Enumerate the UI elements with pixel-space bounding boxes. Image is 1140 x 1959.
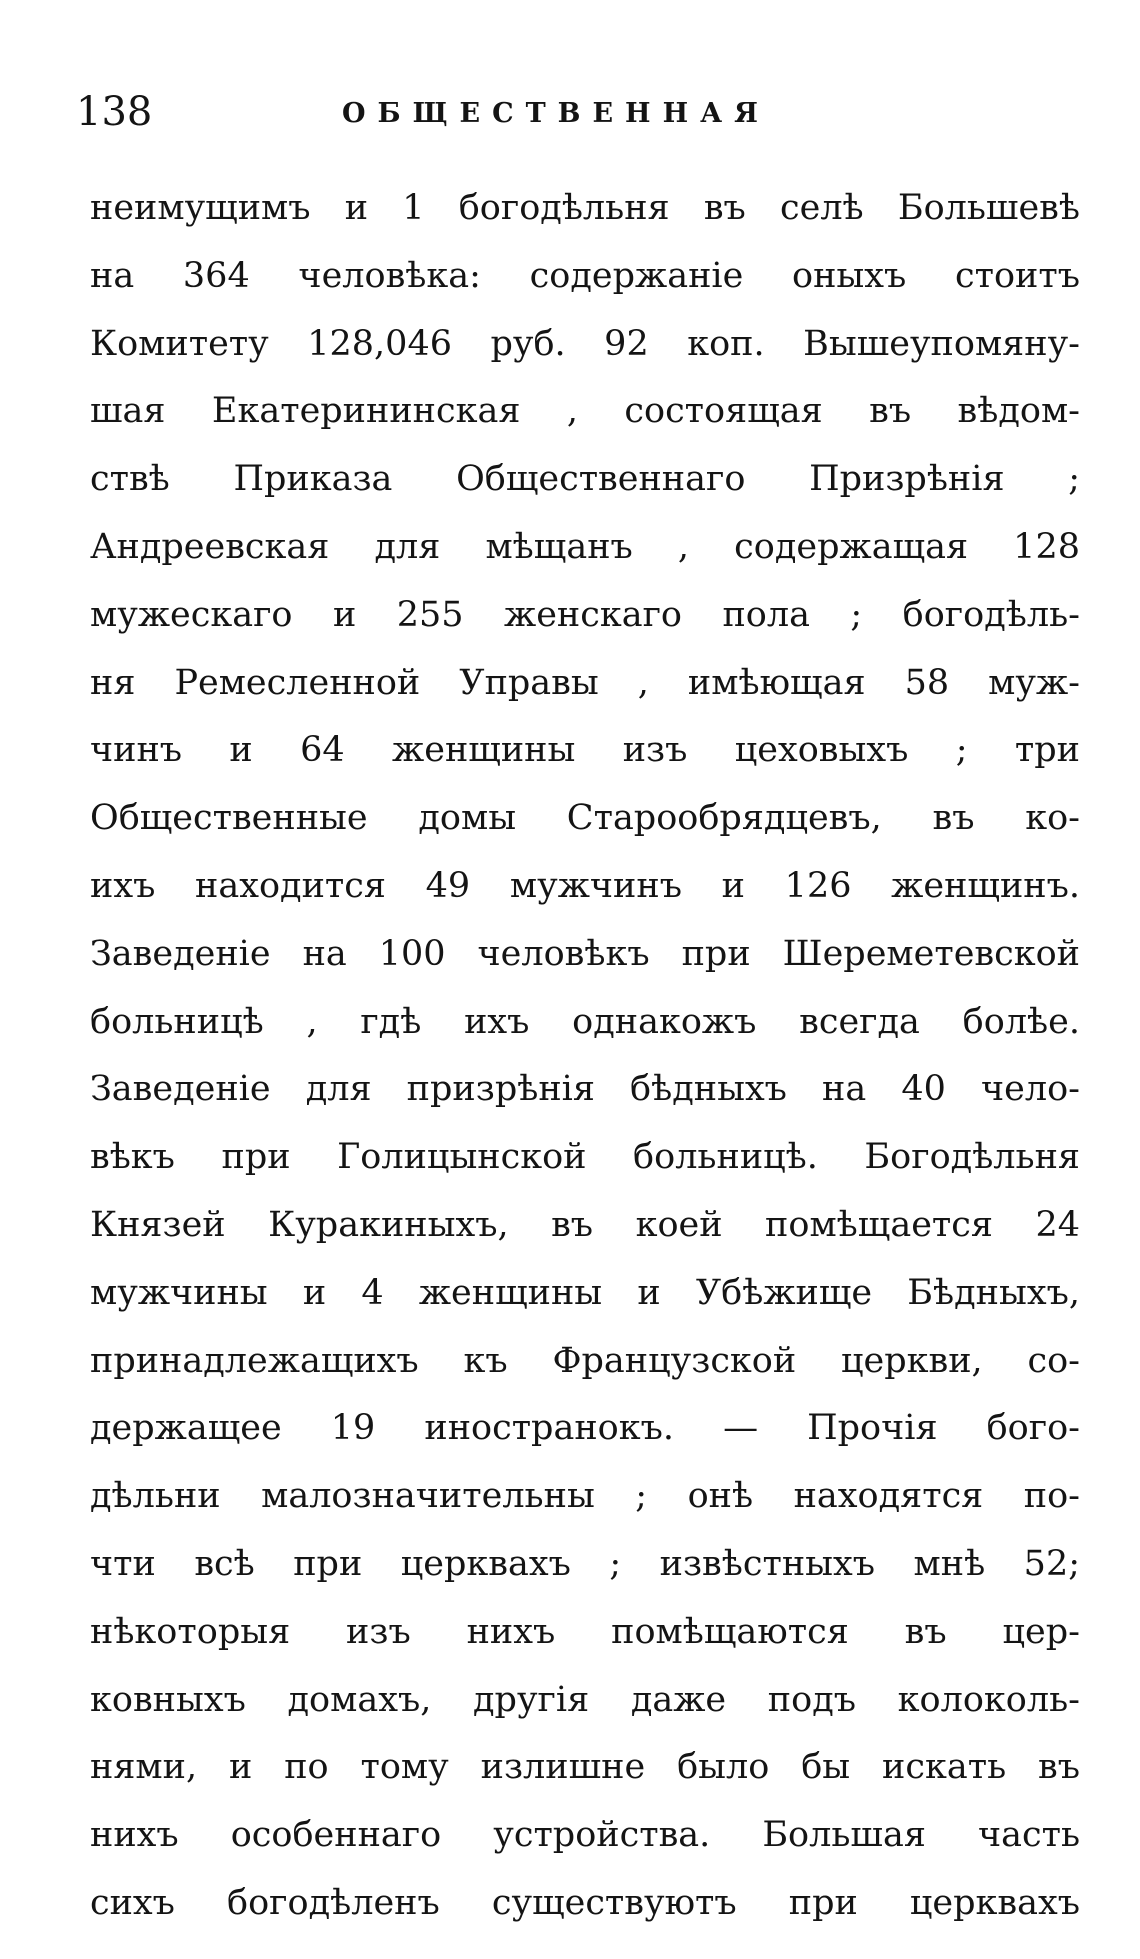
text-line: ковныхъ домахъ, другія даже подъ колоколь- — [90, 1679, 1080, 1720]
text-line: Заведеніе для призрѣнія бѣдныхъ на 40 чело- — [90, 1069, 1080, 1110]
text-line: мужчины и 4 женщины и Убѣжище Бѣдныхъ, — [90, 1272, 1080, 1313]
text-line: вѣкъ при Голицынской больницѣ. Богодѣльня — [90, 1137, 1080, 1178]
text-line: Общественные домы Старообрядцевъ, въ ко- — [90, 798, 1080, 839]
text-line: Заведеніе на 100 человѣкъ при Шереметевской — [90, 933, 1080, 974]
text-line: нѣкоторыя изъ нихъ помѣщаются въ цер- — [90, 1611, 1080, 1652]
text-line: нихъ особеннаго устройства. Большая часть — [90, 1815, 1080, 1856]
text-line: ихъ находится 49 мужчинъ и 126 женщинъ. — [90, 865, 1080, 906]
text-line: ствѣ Приказа Общественнаго Призрѣнія ; — [90, 459, 1080, 500]
text-line: ня Ремесленной Управы , имѣющая 58 муж- — [90, 662, 1080, 703]
body-text — [90, 175, 1080, 1938]
text-line: дѣльни малозначительны ; онѣ находятся по- — [90, 1476, 1080, 1517]
text-line: нями, и по тому излишне было бы искать въ — [90, 1747, 1080, 1788]
text-line: Князей Куракиныхъ, въ коей помѣщается 24 — [90, 1204, 1080, 1245]
text-line: чти всѣ при церквахъ ; извѣстныхъ мнѣ 52; — [90, 1543, 1080, 1584]
text-line: мужескаго и 255 женскаго пола ; богодѣль- — [90, 594, 1080, 635]
text-line: неимущимъ и 1 богодѣльня въ селѣ Большевѣ — [90, 188, 1080, 228]
text-line: чинъ и 64 женщины изъ цеховыхъ ; три — [90, 730, 1080, 771]
text-line: шая Екатерининская , состоящая въ вѣдом- — [90, 391, 1080, 432]
text-line: принадлежащихъ къ Французской церкви, со- — [90, 1340, 1080, 1381]
running-head: ОБЩЕСТВЕННАЯ — [342, 98, 770, 129]
text-line: Комитету 128,046 руб. 92 коп. Вышеупомяну- — [90, 323, 1080, 364]
text-line: сихъ богодѣленъ существуютъ при церквахъ — [90, 1882, 1080, 1923]
page-number: 138 — [76, 89, 153, 135]
text-line: на 364 человѣка: содержаніе оныхъ стоитъ — [90, 255, 1080, 296]
page-header — [76, 82, 1076, 142]
text-line: Андреевская для мѣщанъ , содержащая 128 — [90, 526, 1080, 567]
text-line: держащее 19 иностранокъ. — Прочія бого- — [90, 1408, 1080, 1449]
text-line: больницѣ , гдѣ ихъ однакожъ всегда болѣе. — [90, 1001, 1080, 1042]
